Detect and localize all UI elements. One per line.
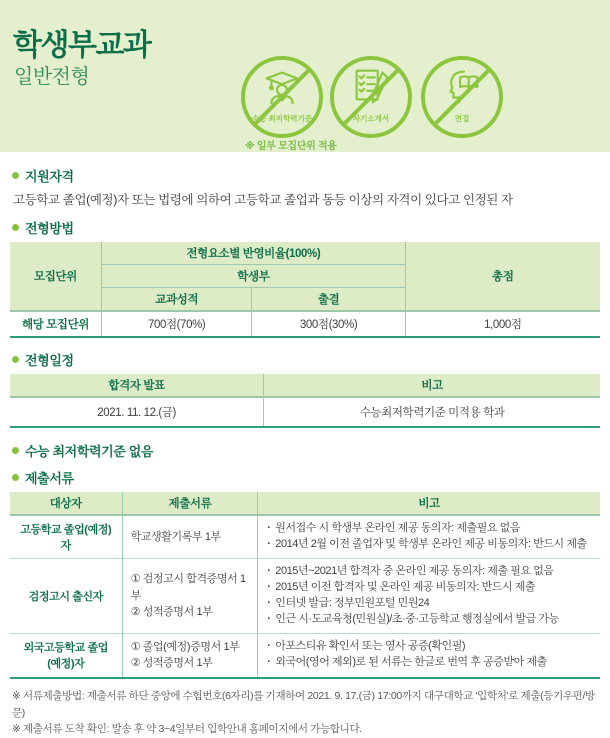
bullet-icon [12,356,19,363]
page-title: 학생부교과 [13,29,151,62]
cell-target: 검정고시 출신자 [10,559,122,634]
cell-subject-score: 700점(70%) [101,311,251,337]
badge-label: 수능 최저학력기준 [251,114,313,123]
bullet-icon [12,474,19,481]
cell-schedule-note: 수능최저학력기준 미적용 학과 [264,397,600,427]
doc-line: ① 졸업(예정)증명서 1부 [130,640,240,653]
col-header-ratio: 전형요소별 반영비율(100%) [101,242,405,265]
badge-note: ※ 일부 모집단위 적용 [245,141,337,152]
documents-row-ged [10,559,600,634]
main-content [0,152,610,738]
cell-unit: 해당 모집단위 [10,311,101,337]
cell-remarks [258,633,600,678]
remark-item: · 2015년 이전 합격자 및 온라인 제공 비동의자: 반드시 제출 [266,580,592,596]
cell-remarks [258,559,600,634]
badge-label: 자기소개서 [352,114,390,123]
bullet-icon [12,172,19,179]
section-heading-method [12,218,600,237]
cell-remarks [258,515,600,559]
method-table [10,242,600,338]
no-interview-badge [421,56,503,138]
col-header-remarks: 비고 [258,492,600,515]
graduate-no-icon [259,64,305,110]
col-header-record: 학생부 [101,265,405,288]
section-heading-schedule [12,350,600,369]
cell-target: 외국고등학교 졸업(예정)자 [10,633,122,678]
footnotes [12,688,600,738]
cell-docs [122,633,258,678]
cell-docs [122,559,258,634]
bullet-icon [12,224,19,231]
no-csat-minimum-badge [241,56,323,138]
interview-no-icon [439,64,485,110]
eligibility-text: 고등학교 졸업(예정)자 또는 법령에 의하여 고등학교 졸업과 동등 이상의 자격이 있다고 인정된 자 [13,193,513,207]
page-subtitle: 일반전형 [14,66,90,88]
cell-docs [122,515,258,559]
section-heading-label: 수능 최저학력기준 없음 [25,444,154,459]
section-heading-label: 전형일정 [25,353,74,368]
col-header-subject: 교과성적 [101,288,251,312]
col-header-total: 총점 [405,242,600,311]
cell-attendance-score: 300점(30%) [252,311,405,337]
section-heading-minimum [12,441,600,460]
footnote-submission-method: ※ 서류제출방법: 제출서류 하단 중앙에 수험번호(6자리)를 기재하여 2021. 9. 17.(금) 17:00까지 대구대학교 '입학처'로 제출(등기우편/방문) [12,689,595,719]
col-header-note: 비고 [264,374,600,397]
col-header-attendance: 출결 [252,288,405,312]
documents-row-foreign [10,633,600,678]
remark-item: · 원서접수 시 학생부 온라인 제공 동의자: 제출필요 없음 [266,521,592,537]
remark-item: · 인터넷 발급: 정부민원포털 민원24 [266,596,592,612]
page-header [0,0,610,152]
col-header-target: 대상자 [10,492,122,515]
section-heading-eligibility [12,166,600,185]
section-heading-documents [12,468,600,487]
document-no-icon [348,64,394,110]
badge-label: 면접 [454,114,470,123]
documents-row-highschool [10,515,600,559]
bullet-icon [12,447,19,454]
doc-line: 학교생활기록부 1부 [130,530,221,543]
remark-item: · 2015년~2021년 합격자 중 온라인 제공 동의자: 제출 필요 없음 [266,564,592,580]
schedule-table [10,374,600,428]
doc-line: ① 검정고시 합격증명서 1부 [130,573,246,602]
col-header-unit: 모집단위 [10,242,101,311]
doc-line: ② 성적증명서 1부 [130,657,213,670]
col-header-announce: 합격자 발표 [10,374,264,397]
col-header-docs: 제출서류 [122,492,258,515]
remark-item: · 아포스티유 확인서 또는 영사 공증(확인필) [266,639,592,655]
cell-announce-date: 2021. 11. 12.(금) [10,397,264,427]
remark-item: · 외국어(영어 제외)로 된 서류는 한글로 번역 후 공증받아 제출 [266,655,592,671]
documents-table [10,492,600,679]
cell-target: 고등학교 졸업(예정)자 [10,515,122,559]
section-heading-label: 전형방법 [25,221,74,236]
remark-item: · 2014년 2월 이전 졸업자 및 학생부 온라인 제공 비동의자: 반드시 제출 [266,537,592,553]
section-heading-label: 지원자격 [25,169,74,184]
section-heading-label: 제출서류 [25,471,74,486]
doc-line: ② 성적증명서 1부 [130,606,213,619]
no-self-intro-badge [330,56,412,138]
remark-item: · 인근 시·도교육청(민원실)/초·중·고등학교 행정실에서 발급 가능 [266,612,592,628]
cell-total-score: 1,000점 [405,311,600,337]
footnote-arrival-check: ※ 제출서류 도착 확인: 발송 후 약 3~4일부터 입학안내 홈페이지에서 가능합니다. [12,723,362,736]
